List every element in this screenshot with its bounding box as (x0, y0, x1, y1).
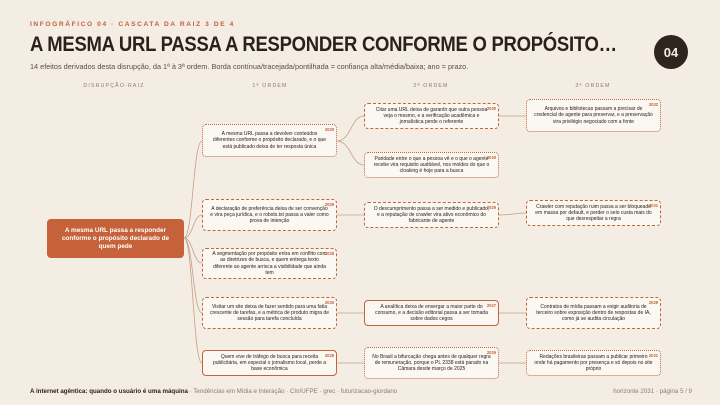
third-order-node-2 (526, 200, 661, 226)
column-header-third: 3ª ORDEM (575, 83, 611, 89)
first-order-node-3 (202, 248, 337, 279)
kicker: INFOGRÁFICO 04 · CASCATA DA RAIZ 3 DE 4 (30, 21, 235, 28)
node-text: Paridade entre o que a pessoa vê e o que o agente recebe vira requisito auditável, nos moldes do que o cloaking é hoje para a busca (373, 155, 490, 175)
year-label: 2030 (486, 155, 496, 160)
footer-page-info: horizonte 2031 · página 5 / 9 (613, 388, 692, 395)
year-label: 2028 (324, 353, 334, 358)
link-root-f1 (184, 141, 202, 238)
node-text: Quem vive de tráfego de busca para receita publicitária, em especial o jornalismo local, perde a base econômica (212, 353, 327, 373)
link-f1-s2 (337, 141, 364, 165)
link-f1-s1 (337, 116, 364, 141)
year-label: 2027 (486, 303, 496, 308)
subtitle: 14 efeitos derivados desta disrupção, da 1ª à 3ª ordem. Borda contínua/tracejada/pontilhada = confiança alta/média/baixa; ano = prazo. (30, 62, 469, 71)
node-text: O descumprimento passa a ser medido e publicado, e a reputação de crawler vira ativo econômico do fabricante de agente (373, 205, 490, 225)
node-text: A analítica deixa de enxergar a maior parte do consumo, e a decisão editorial passa a ser tomada sobre dados cegos (375, 303, 488, 323)
column-header-first: 1ª ORDEM (252, 83, 288, 89)
footer-credits (30, 388, 397, 395)
second-order-node-2 (364, 152, 499, 178)
footer-credit-line: · Tendências em Mídia e Interação · CIn/UFPE · grec · futurizacao-giordano (187, 388, 398, 395)
year-label: 2028 (324, 251, 334, 256)
node-text: Arquivos e bibliotecas passam a precisar de credencial de agente para preservar, e a preservação vira privilégio negociado com a fonte (534, 106, 653, 125)
first-order-node-5 (202, 350, 337, 376)
node-text: Citar uma URL deixa de garantir que outra pessoa veja o mesmo, e a verificação acadêmica e jornalística perde o referente (375, 106, 488, 126)
node-text: A declaração de preferência deixa de ser convenção e vira peça jurídica, e o robots.txt passa a valer como prova de intenção (210, 205, 329, 225)
first-order-node-1 (202, 124, 337, 157)
node-text: A segmentação por propósito entra em conflito com as diretrizes de busca, e quem entrega texto diferente ao agente arrisca a visibilidade que ainda tem (212, 251, 327, 276)
year-label: 2031 (648, 353, 658, 358)
page-title: A MESMA URL PASSA A RESPONDER CONFORME O PROPÓSITO… (30, 33, 617, 56)
root-disruption-node: A mesma URL passa a responder conforme o propósito declarado de quem pede (47, 219, 184, 258)
column-header-second: 2ª ORDEM (413, 83, 449, 89)
year-label: 2030 (486, 106, 496, 111)
third-order-node-1 (526, 99, 661, 132)
footer-series: A internet agêntica: quando o usuário é uma máquina (30, 388, 188, 395)
year-label: 2026 (486, 350, 496, 355)
third-order-node-4 (526, 350, 661, 376)
year-label: 2032 (648, 102, 658, 107)
node-text: Visitar um site deixa de fazer sentido para uma fatia crescente de tarefas, e a métrica de produto migra de sessão para tarefa concluída (210, 303, 329, 323)
page-number-badge: 04 (654, 35, 688, 69)
year-label: 2029 (324, 202, 334, 207)
year-label: 2030 (324, 300, 334, 305)
second-order-node-3 (364, 202, 499, 228)
year-label: 2029 (486, 205, 496, 210)
second-order-node-5 (364, 347, 499, 379)
node-text: A mesma URL passa a devolver conteúdos diferentes conforme o propósito declarado, e o que está publicado deixa de ter resposta única (212, 131, 327, 150)
link-root-f5 (184, 238, 202, 363)
first-order-node-4 (202, 297, 337, 329)
year-label: 2029 (324, 127, 334, 132)
node-text: Redações brasileiras passam a publicar primeiro onde há pagamento por presença e só depois no site próprio (534, 353, 653, 373)
year-label: 2029 (648, 300, 658, 305)
second-order-node-1 (364, 103, 499, 129)
first-order-node-2 (202, 199, 337, 231)
year-label: 2031 (648, 203, 658, 208)
second-order-node-4 (364, 300, 499, 326)
third-order-node-3 (526, 297, 661, 329)
column-header-root: DISRUPÇÃO-RAIZ (83, 83, 145, 89)
node-text: Crawler com reputação ruim passa a ser bloqueado em massa por default, e perder o selo custa mais do que desrespeitar a regra (535, 203, 652, 223)
link-s3-t2 (499, 213, 526, 215)
node-text: No Brasil a bifurcação chega antes de qualquer regra de remuneração, porque o PL 2338 está parado na Câmara desde março de 2025 (372, 353, 491, 373)
node-text: Contratos de mídia passam a exigir auditoria de terceiro sobre exposição dentro de respostas de IA, como já se audita circulação (536, 303, 651, 323)
